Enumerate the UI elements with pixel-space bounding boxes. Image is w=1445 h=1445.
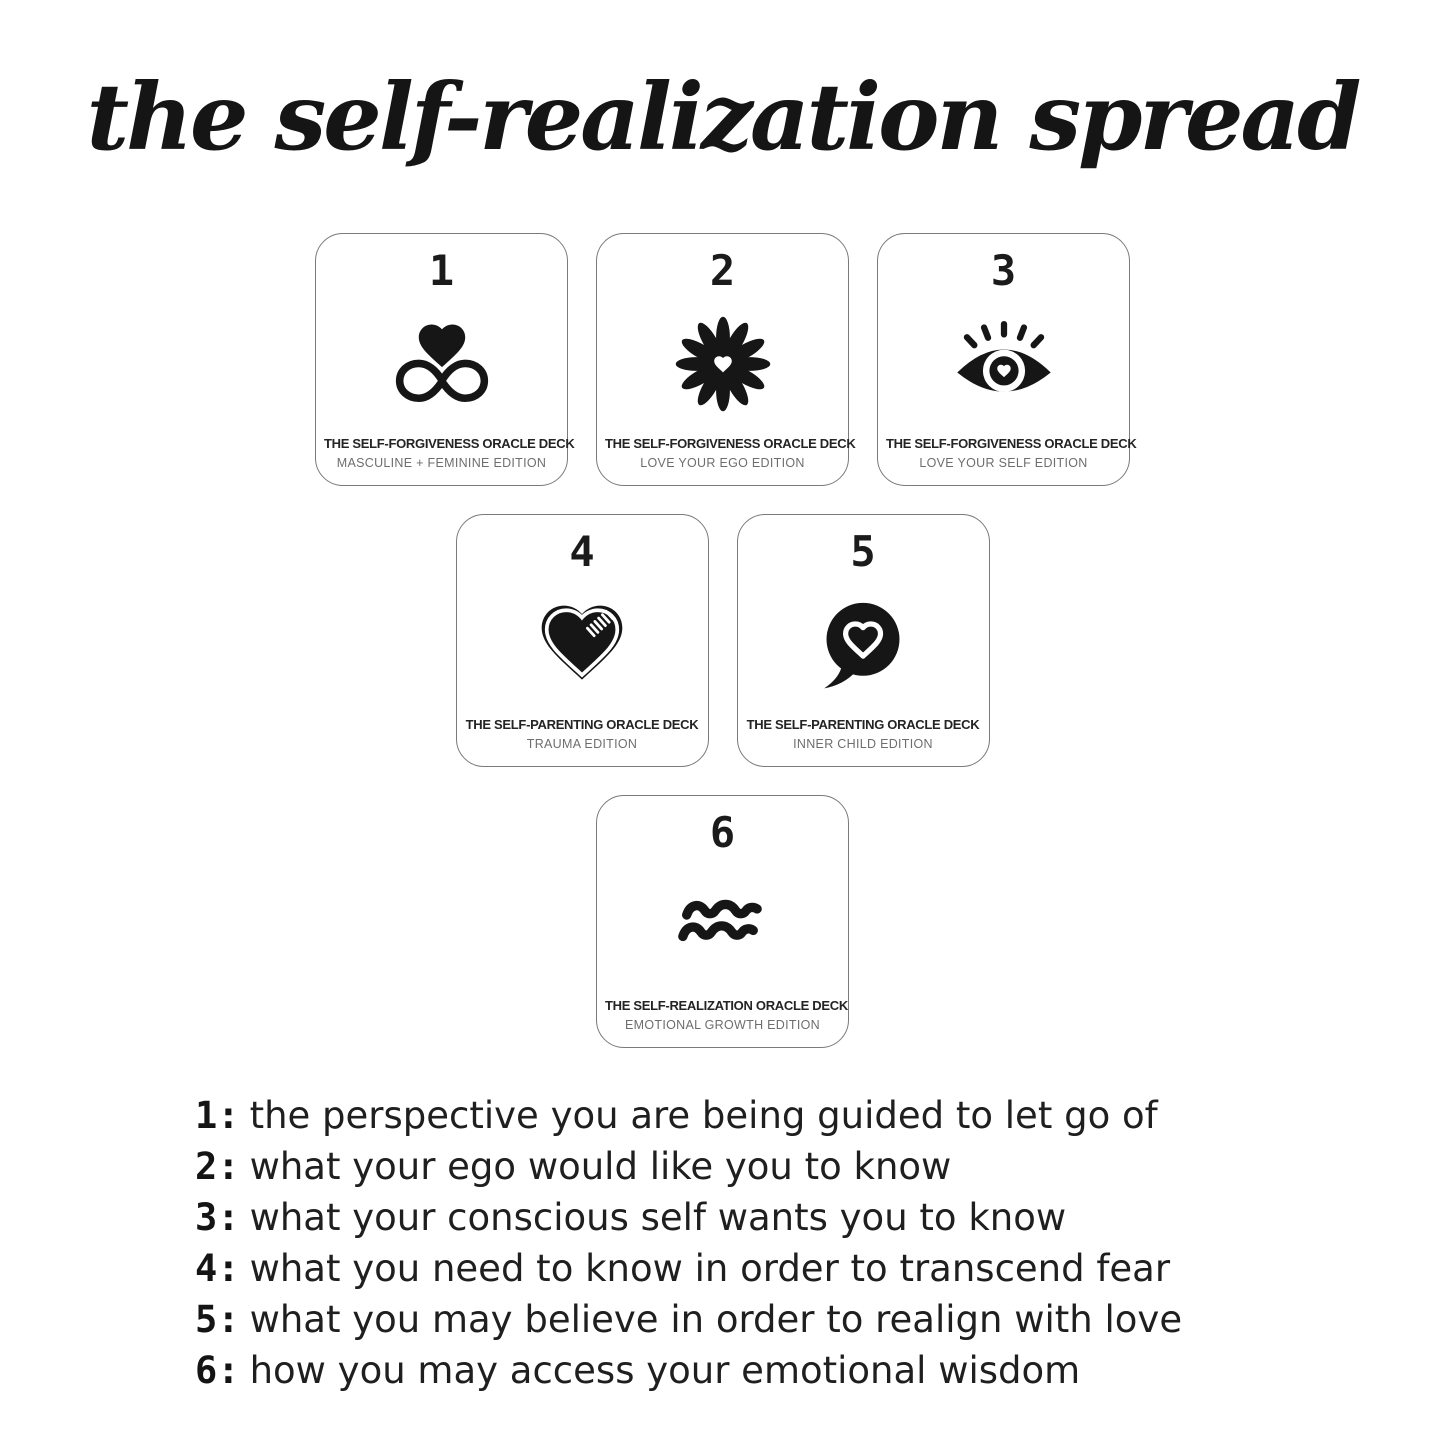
card-number: 5 bbox=[850, 527, 876, 576]
deck-name: THE SELF-PARENTING ORACLE DECK bbox=[465, 717, 699, 732]
legend-text: what you may believe in order to realign with love bbox=[249, 1298, 1183, 1341]
legend-text: what your ego would like you to know bbox=[249, 1145, 952, 1188]
deck-name: THE SELF-FORGIVENESS ORACLE DECK bbox=[605, 436, 856, 451]
deck-name: THE SELF-FORGIVENESS ORACLE DECK bbox=[886, 436, 1137, 451]
deck-edition: LOVE YOUR SELF EDITION bbox=[919, 456, 1088, 470]
card-number: 2 bbox=[709, 246, 736, 295]
spread-row-1 bbox=[315, 233, 1137, 486]
legend-number: 5: bbox=[195, 1298, 240, 1341]
deck-edition: TRAUMA EDITION bbox=[526, 737, 638, 751]
eye-heart-icon bbox=[878, 292, 1129, 436]
card-number: 6 bbox=[709, 808, 736, 857]
card-position-1 bbox=[315, 233, 575, 486]
spread-row-2 bbox=[456, 514, 990, 767]
card-position-3 bbox=[877, 233, 1137, 486]
card-position-2 bbox=[596, 233, 856, 486]
legend-item-4 bbox=[195, 1243, 1445, 1294]
card-caption bbox=[597, 436, 856, 485]
heart-infinity-icon bbox=[316, 292, 567, 436]
deck-edition: INNER CHILD EDITION bbox=[793, 737, 933, 751]
legend-number: 2: bbox=[195, 1145, 240, 1188]
legend-item-1 bbox=[195, 1090, 1445, 1141]
deck-edition: MASCULINE + FEMININE EDITION bbox=[336, 456, 547, 470]
card-caption bbox=[878, 436, 1137, 485]
card-caption bbox=[738, 717, 989, 766]
card-position-6 bbox=[596, 795, 849, 1048]
spread-row-3 bbox=[596, 795, 849, 1048]
heart-speech-bubble-icon bbox=[738, 573, 989, 717]
legend-number: 4: bbox=[195, 1247, 240, 1290]
page-title: the self-realization spread bbox=[86, 62, 1359, 171]
card-number: 3 bbox=[990, 246, 1017, 295]
legend-number: 6: bbox=[195, 1349, 240, 1392]
deck-name: THE SELF-REALIZATION ORACLE DECK bbox=[605, 998, 848, 1013]
legend-number: 3: bbox=[195, 1196, 240, 1239]
card-number: 1 bbox=[428, 246, 455, 295]
card-number: 4 bbox=[569, 527, 595, 576]
card-caption bbox=[316, 436, 575, 485]
card-spread bbox=[0, 233, 1445, 1048]
card-caption bbox=[597, 998, 848, 1047]
stitched-heart-icon bbox=[457, 573, 708, 717]
deck-edition: LOVE YOUR EGO EDITION bbox=[640, 456, 805, 470]
legend-item-2 bbox=[195, 1141, 1445, 1192]
card-position-4 bbox=[456, 514, 709, 767]
deck-name: THE SELF-FORGIVENESS ORACLE DECK bbox=[324, 436, 575, 451]
deck-edition: EMOTIONAL GROWTH EDITION bbox=[625, 1018, 820, 1032]
card-position-5 bbox=[737, 514, 990, 767]
legend-item-6 bbox=[195, 1345, 1445, 1396]
legend-item-3 bbox=[195, 1192, 1445, 1243]
position-legend bbox=[195, 1090, 1445, 1396]
legend-text: how you may access your emotional wisdom bbox=[249, 1349, 1081, 1392]
flower-heart-icon bbox=[597, 292, 848, 436]
legend-text: what your conscious self wants you to know bbox=[249, 1196, 1067, 1239]
legend-number: 1: bbox=[195, 1094, 240, 1137]
legend-text: the perspective you are being guided to let go of bbox=[249, 1094, 1158, 1137]
legend-item-5 bbox=[195, 1294, 1445, 1345]
card-caption bbox=[457, 717, 708, 766]
header bbox=[0, 0, 1445, 233]
deck-name: THE SELF-PARENTING ORACLE DECK bbox=[746, 717, 980, 732]
legend-text: what you need to know in order to transcend fear bbox=[249, 1247, 1171, 1290]
waves-icon bbox=[597, 854, 848, 998]
